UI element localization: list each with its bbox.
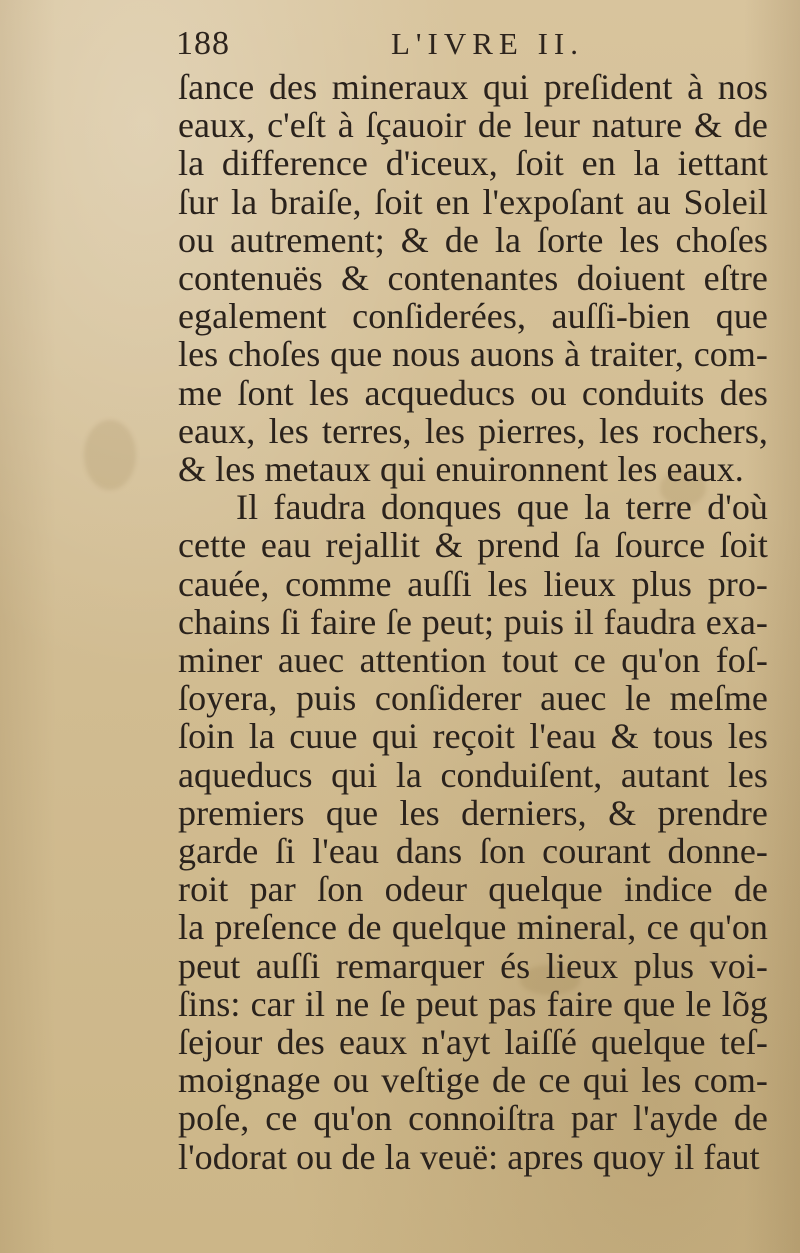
text-line: peut auſſi remarquer és lieux plus voi- <box>178 945 768 986</box>
text-line: ſins: car il ne ſe peut pas faire que le lõg <box>178 983 768 1024</box>
text-line: eaux, les terres, les pierres, les rochers, <box>178 410 768 451</box>
text-line: premiers que les derniers, & prendre <box>178 792 768 833</box>
text-line: ſoin la cuue qui reçoit l'eau & tous les <box>178 716 768 757</box>
text-line: ſoyera, puis conſiderer auec le meſme <box>178 678 768 719</box>
text-line: cette eau rejallit & prend ſa ſource ſoit <box>178 525 768 566</box>
text-line: la difference d'iceux, ſoit en la iettant <box>178 143 768 184</box>
text-line: chains ſi faire ſe peut; puis il faudra exa- <box>178 601 768 642</box>
text-line: moignage ou veſtige de ce qui les com- <box>178 1060 768 1101</box>
text-line: ſejour des eaux n'ayt laiſſé quelque teſ- <box>178 1022 768 1063</box>
text-line: & les metaux qui enuironnent les eaux. <box>178 449 744 490</box>
text-line: me ſont les acqueducs ou conduits des <box>178 372 768 413</box>
text-line: poſe, ce qu'on connoiſtra par l'ayde de <box>178 1098 768 1139</box>
text-line: l'odorat ou de la veuë: apres quoy il faut <box>178 1136 760 1177</box>
text-line: egalement conſiderées, auſſi-bien que <box>178 296 768 337</box>
page-number: 188 <box>176 25 230 62</box>
text-line: miner auec attention tout ce qu'on foſ- <box>178 640 768 681</box>
text-line: aqueducs qui la conduiſent, autant les <box>178 754 768 795</box>
text-line: ou autrement; & de la ſorte les choſes <box>178 219 768 260</box>
text-line: contenuës & contenantes doiuent eſtre <box>178 258 768 299</box>
text-line: ſur la braiſe, ſoit en l'expoſant au Soleil <box>178 181 768 222</box>
paragraph-first-line: Il faudra donques que la terre d'où <box>236 487 768 528</box>
text-line: garde ſi l'eau dans ſon courant donne- <box>178 831 768 872</box>
text-line: eaux, c'eſt à ſçauoir de leur nature & de <box>178 105 768 146</box>
running-head: L'IVRE II. <box>391 26 584 61</box>
page-header <box>176 24 606 72</box>
text-line: cauée, comme auſſi les lieux plus pro- <box>178 563 768 604</box>
text-line: les choſes que nous auons à traiter, com- <box>178 334 768 375</box>
body-text <box>178 68 768 1176</box>
text-line: la preſence de quelque mineral, ce qu'on <box>178 907 768 948</box>
paper-stain <box>84 420 136 490</box>
text-line: roit par ſon odeur quelque indice de <box>178 869 768 910</box>
text-line: ſance des mineraux qui preſident à nos <box>178 67 768 107</box>
